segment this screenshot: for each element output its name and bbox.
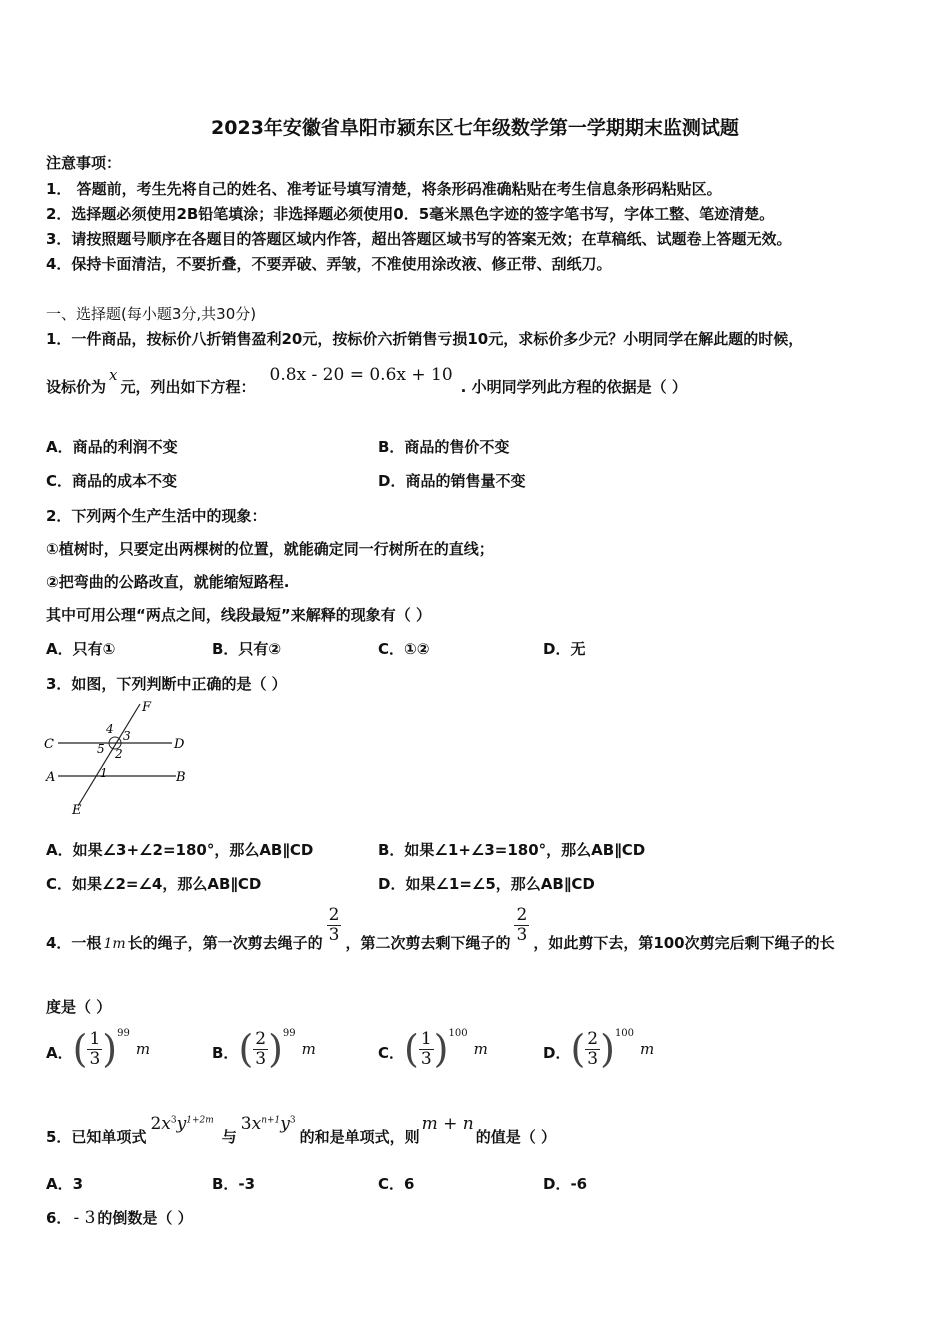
notice-item: 2．选择题必须使用2B铅笔填涂；非选择题必须使用0．5毫米黑色字迹的签字笔书写，字体工整、笔迹清楚。 (46, 205, 775, 223)
q5-stem: 5．已知单项式$2x^3y^{1+2m}$与$3x^{n+1}y^3$的和是单项式，则m + n的值是（ ） (46, 1114, 556, 1146)
q2-item-1: ①植树时，只要定出两棵树的位置，就能确定同一行树所在的直线； (46, 540, 494, 558)
q4-option-a: A．( $\frac{1}{3}$ )$^{99}$m (46, 1027, 151, 1072)
q4-option-c: C．( $\frac{1}{3}$ )$^{100}$m (378, 1027, 488, 1072)
q3-figure (40, 698, 200, 818)
q4-fraction-2: $\frac{2}{3}$ (516, 905, 528, 945)
notice-item: 4．保持卡面清洁，不要折叠，不要弄破、弄皱，不准使用涂改液、修正带、刮纸刀。 (46, 255, 612, 273)
q2-item-2: ②把弯曲的公路改直，就能缩短路程. (46, 573, 290, 591)
q4-fraction-1: $\frac{2}{3}$ (328, 905, 340, 945)
q2-option-a: A．只有① (46, 640, 116, 658)
q3-option-b: B．如果∠1+∠3=180°，那么AB∥CD (378, 841, 646, 859)
label-a: A (46, 770, 56, 785)
q1-equation: 0.8x - 20 = 0.6x + 10 (269, 365, 453, 385)
q1-option-c: C．商品的成本不变 (46, 472, 178, 490)
label-b: B (176, 770, 186, 785)
q2-stem: 2．下列两个生产生活中的现象： (46, 507, 267, 525)
q1-option-d: D．商品的销售量不变 (378, 472, 526, 490)
notice-item: 1． 答题前，考生先将自己的姓名、准考证号填写清楚，将条形码准确粘贴在考生信息条形码粘贴区。 (46, 180, 722, 198)
label-c: C (44, 737, 54, 752)
q6-stem: 6． - 3 的倒数是（ ） (46, 1208, 193, 1228)
q3-stem: 3．如图，下列判断中正确的是（ ） (46, 675, 287, 693)
q3-option-d: D．如果∠1=∠5，那么AB∥CD (378, 875, 595, 893)
q2-question: 其中可用公理“两点之间，线段最短”来解释的现象有（ ） (46, 606, 431, 624)
q3-option-a: A．如果∠3+∠2=180°，那么AB∥CD (46, 841, 314, 859)
label-angle-3: 3 (123, 729, 131, 743)
q5-option-a: A．3 (46, 1175, 84, 1193)
q1-option-b: B．商品的售价不变 (378, 438, 510, 456)
section-heading: 一、选择题(每小题3分,共30分) (46, 305, 257, 323)
q6-value: - 3 (73, 1208, 96, 1228)
q4-option-d: D．( $\frac{2}{3}$ )$^{100}$m (543, 1027, 655, 1072)
q4-option-b: B．( $\frac{2}{3}$ )$^{99}$m (212, 1027, 316, 1072)
q5-expression: m + n (421, 1114, 474, 1134)
label-angle-1: 1 (100, 766, 108, 780)
q1-option-a: A．商品的利润不变 (46, 438, 178, 456)
line-ef (78, 704, 140, 806)
q2-option-d: D．无 (543, 640, 586, 658)
q1-variable: x (109, 366, 118, 384)
label-angle-5: 5 (97, 742, 105, 756)
q4-stem-line2: 度是（ ） (46, 998, 112, 1016)
label-e: E (72, 803, 82, 818)
label-d: D (174, 737, 185, 752)
q5-option-c: C．6 (378, 1175, 415, 1193)
label-angle-4: 4 (106, 722, 114, 736)
q2-option-c: C．①② (378, 640, 430, 658)
q4-stem: 4．一根 1m 长的绳子，第一次剪去绳子的 $\frac{2}{3}$ ，第二次剪去剩下绳子的 $\frac{2}{3}$ ，如此剪下去，第100次剪完后剩下绳子的长 (46, 905, 835, 952)
notice-heading: 注意事项： (46, 154, 122, 172)
q5-option-d: D．-6 (543, 1175, 588, 1193)
q5-monomial-2: $3x^{n+1}y^3$ (240, 1114, 296, 1134)
label-angle-2: 2 (115, 747, 123, 761)
q5-option-b: B．-3 (212, 1175, 256, 1193)
notice-item: 3．请按照题号顺序在各题目的答题区域内作答，超出答题区域书写的答案无效；在草稿纸、试题卷上答题无效。 (46, 230, 792, 248)
q3-option-c: C．如果∠2=∠4，那么AB∥CD (46, 875, 262, 893)
q1-stem: 1．一件商品，按标价八折销售盈利20元，按标价六折销售亏损10元，求标价多少元？小明同学在解此题的时候， (46, 330, 804, 348)
page-title: 2023年安徽省阜阳市颍东区七年级数学第一学期期末监测试题 (211, 117, 739, 139)
q4-length: 1m (103, 935, 126, 952)
q2-option-b: B．只有② (212, 640, 282, 658)
q1-stem-line2: 设标价为x元，列出如下方程：0.8x - 20 = 0.6x + 10. 小明同学列此方程的依据是（ ） (46, 365, 687, 396)
label-f: F (142, 700, 152, 715)
q5-monomial-1: $2x^3y^{1+2m}$ (150, 1114, 214, 1134)
